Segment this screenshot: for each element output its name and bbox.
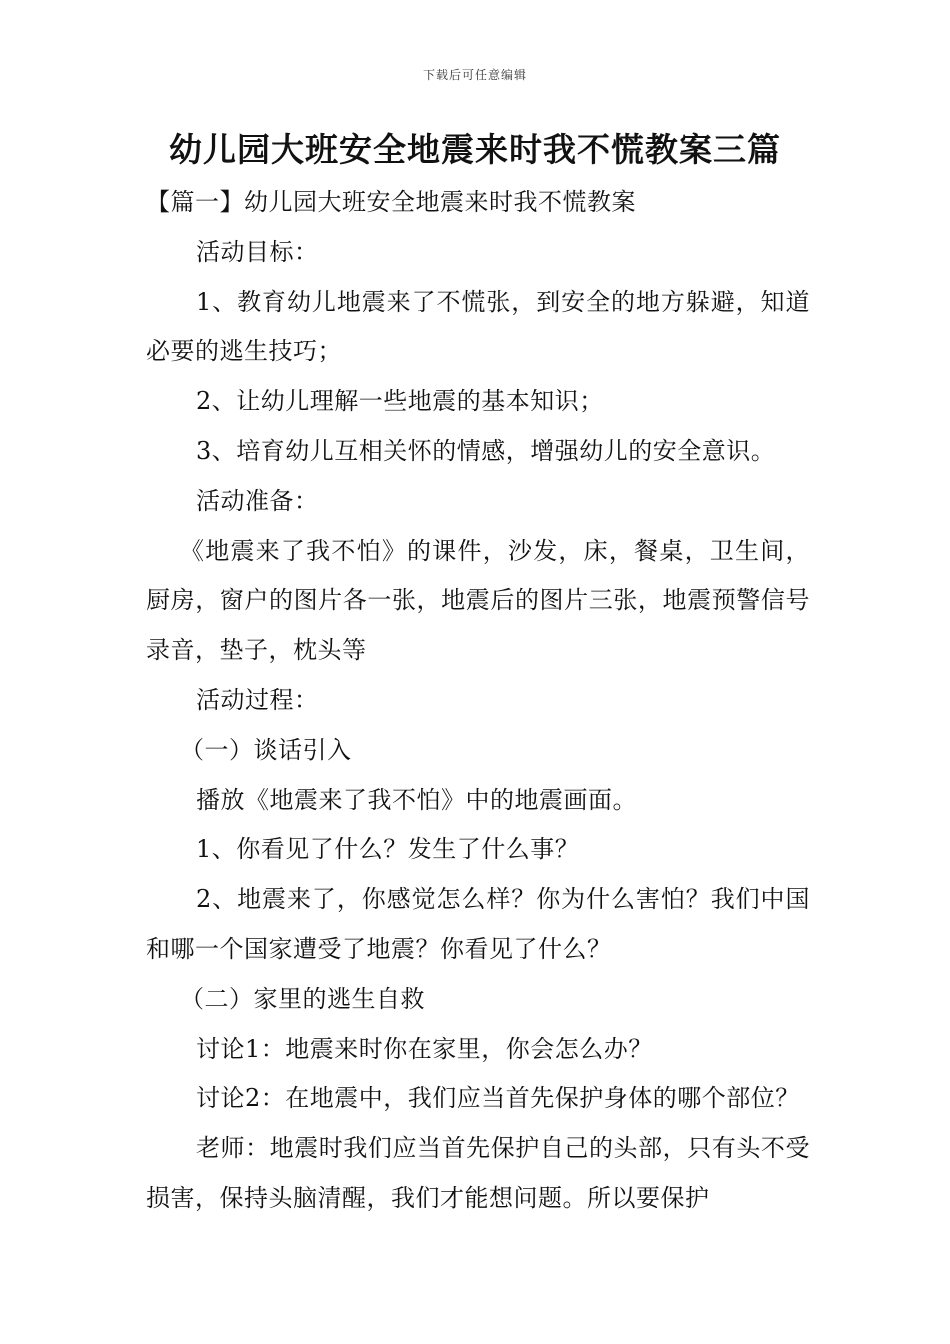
- paragraph: 2、地震来了，你感觉怎么样？你为什么害怕？我们中国和哪一个国家遭受了地震？你看见了什么？: [146, 885, 810, 963]
- paragraph: （二）家里的逃生自救: [180, 984, 425, 1013]
- paragraph: 《地震来了我不怕》的课件，沙发，床，餐桌，卫生间，厨房，窗户的图片各一张，地震后的图片三张，地震预警信号录音，垫子，枕头等: [146, 536, 810, 665]
- paragraph: 老师：地震时我们应当首先保护自己的头部，只有头不受损害，保持头脑清醒，我们才能想问题。所以要保护: [146, 1134, 810, 1212]
- paragraph: 播放《地震来了我不怕》中的地震画面。: [196, 785, 637, 814]
- paragraph: 活动目标：: [196, 237, 319, 266]
- paragraph: 讨论1：地震来时你在家里，你会怎么办？: [196, 1034, 653, 1063]
- document-title: 幼儿园大班安全地震来时我不慌教案三篇: [169, 130, 781, 169]
- paragraph: 1、你看见了什么？发生了什么事？: [196, 835, 580, 864]
- paragraph: 活动过程：: [196, 685, 319, 714]
- paragraph: 1、教育幼儿地震来了不慌张，到安全的地方躲避，知道必要的逃生技巧；: [146, 287, 810, 366]
- paragraph: 3、培育幼儿互相关怀的情感，增强幼儿的安全意识。: [196, 436, 776, 465]
- paragraph: （一）谈话引入: [180, 735, 352, 764]
- header-note: 下载后可任意编辑: [422, 68, 527, 82]
- paragraph: 活动准备：: [196, 486, 319, 515]
- section-heading: 【篇一】幼儿园大班安全地震来时我不慌教案: [146, 188, 636, 216]
- paragraph: 讨论2：在地震中，我们应当首先保护身体的哪个部位？: [196, 1084, 800, 1113]
- paragraph: 2、让幼儿理解一些地震的基本知识；: [196, 387, 604, 416]
- document-body: [146, 178, 810, 1224]
